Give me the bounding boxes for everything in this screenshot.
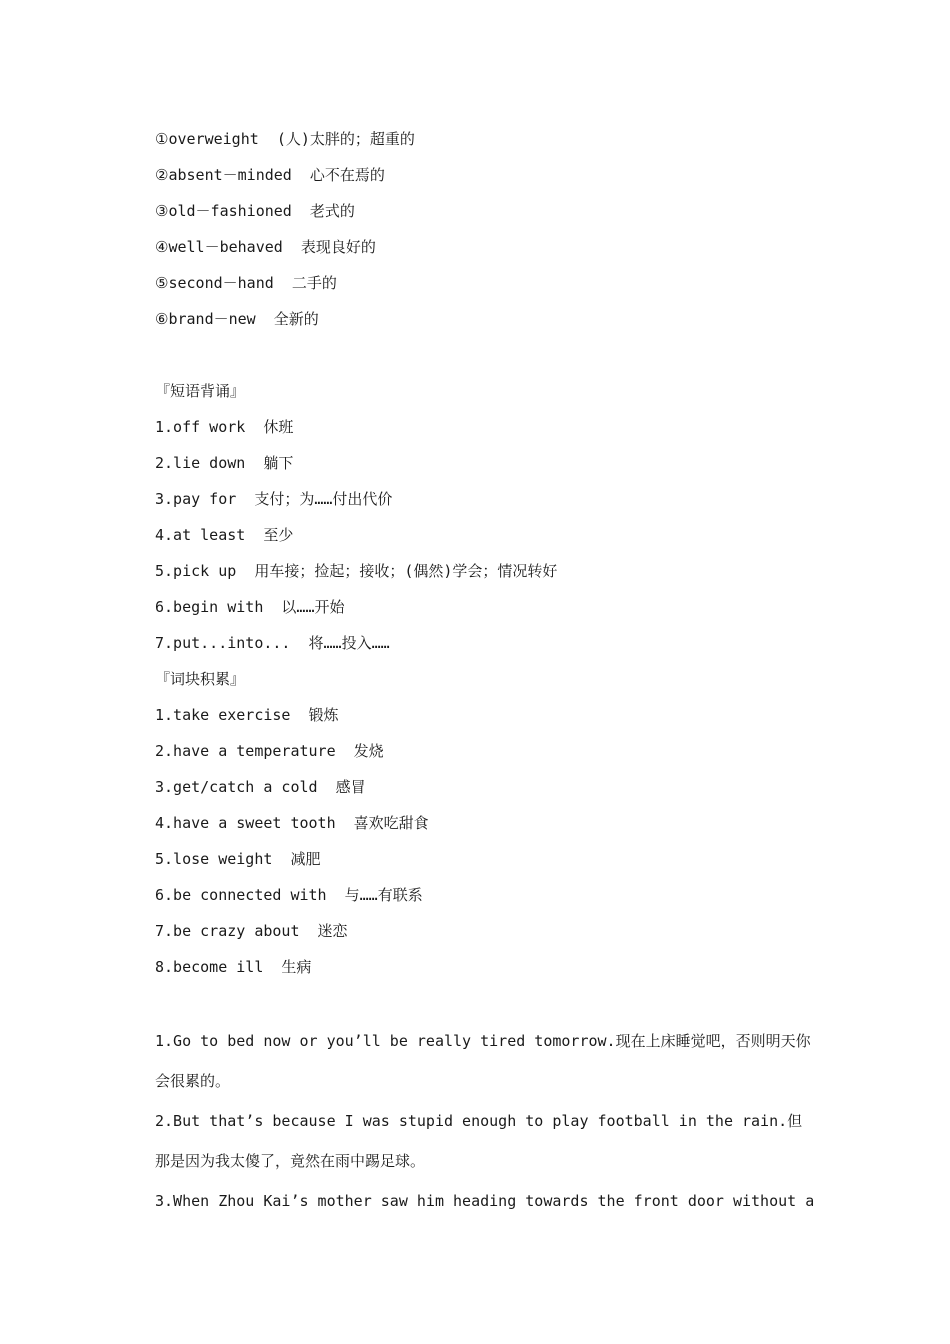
list-item: 5.pick up 用车接；捡起；接收；(偶然)学会；情况转好 xyxy=(155,562,558,580)
list-item: 7.put...into... 将……投入…… xyxy=(155,634,390,652)
list-item: 3.pay for 支付；为……付出代价 xyxy=(155,490,393,508)
list-item: 2.have a temperature 发烧 xyxy=(155,742,384,760)
list-item: 7.be crazy about 迷恋 xyxy=(155,922,348,940)
sentences-list xyxy=(155,1021,815,1221)
phrases-list xyxy=(155,409,815,661)
list-item: 6.begin with 以……开始 xyxy=(155,598,345,616)
list-item: 1.take exercise 锻炼 xyxy=(155,706,339,724)
list-item: 6.be connected with 与……有联系 xyxy=(155,886,423,904)
list-item: 5.lose weight 减肥 xyxy=(155,850,321,868)
spacer xyxy=(155,337,815,373)
list-item: ①overweight (人)太胖的；超重的 xyxy=(155,130,415,148)
document-body xyxy=(155,121,815,1221)
sentence-item: 2.But that’s because I was stupid enough to play football in the rain.但那是因为我太傻了，竟然在雨中踢足球。 xyxy=(155,1112,803,1170)
sentence-item: 1.Go to bed now or you’ll be really tired tomorrow.现在上床睡觉吧，否则明天你会很累的。 xyxy=(155,1032,811,1090)
list-item: ④well－behaved 表现良好的 xyxy=(155,238,376,256)
list-item: 3.get/catch a cold 感冒 xyxy=(155,778,366,796)
spacer xyxy=(155,985,815,1021)
chunks-list xyxy=(155,697,815,985)
sentence-item: 3.When Zhou Kai’s mother saw him heading towards the front door without a xyxy=(155,1192,815,1210)
phrases-heading: 『短语背诵』 xyxy=(155,382,246,400)
list-item: ⑥brand－new 全新的 xyxy=(155,310,319,328)
list-item: 2.lie down 躺下 xyxy=(155,454,294,472)
compound-words-list xyxy=(155,121,815,337)
list-item: ②absent－minded 心不在焉的 xyxy=(155,166,385,184)
list-item: 1.off work 休班 xyxy=(155,418,294,436)
list-item: 4.at least 至少 xyxy=(155,526,294,544)
list-item: ③old－fashioned 老式的 xyxy=(155,202,355,220)
list-item: 4.have a sweet tooth 喜欢吃甜食 xyxy=(155,814,429,832)
chunks-heading: 『词块积累』 xyxy=(155,670,246,688)
list-item: ⑤second－hand 二手的 xyxy=(155,274,337,292)
list-item: 8.become ill 生病 xyxy=(155,958,312,976)
